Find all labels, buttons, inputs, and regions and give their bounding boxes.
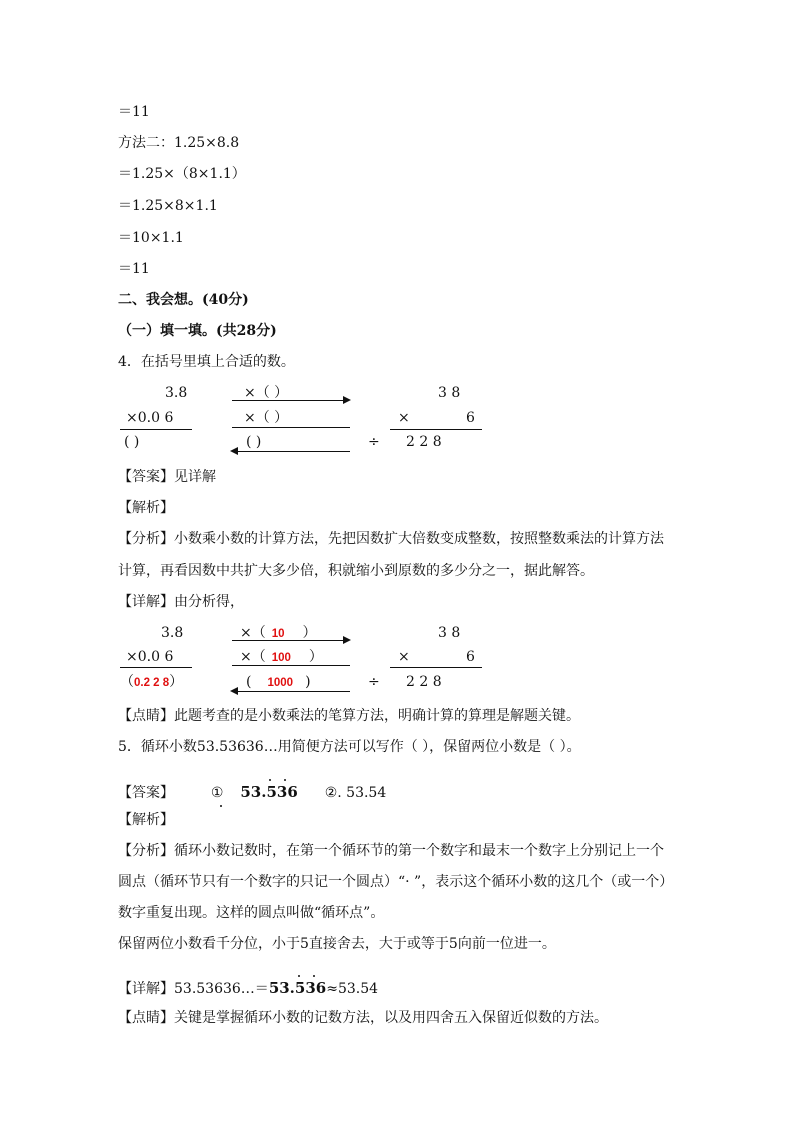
detail-tag: 【详解】 <box>118 981 174 997</box>
q4-analysis-tag: 【解析】 <box>118 500 174 516</box>
calc-line-6: ＝11 <box>118 261 150 277</box>
arrow-right-head-icon <box>343 396 351 404</box>
answer-text: 见详解 <box>174 469 216 485</box>
calc-line-5: ＝10×1.1 <box>118 230 184 246</box>
filled-divide-sign: ÷ <box>368 674 380 690</box>
detail-repeating-decimal: 53.536 <box>269 978 326 998</box>
right-top-number: 3 8 <box>438 385 461 401</box>
detail-tag: 【详解】 <box>118 594 174 610</box>
divide-sign: ÷ <box>368 434 380 450</box>
filled-right-top: 3 8 <box>438 625 461 641</box>
dianjing-tag: 【点睛】 <box>118 1010 174 1026</box>
detail-pre: 53.53636…＝ <box>174 981 269 997</box>
detail-text: 由分析得， <box>174 594 244 610</box>
left-top-number: 3.8 <box>165 385 188 401</box>
q5-rounding-rule: 保留两位小数看千分位，小于5直接舍去，大于或等于5向前一位进一。 <box>118 936 556 952</box>
right-multiply-sign: × <box>398 410 410 426</box>
mid-mid-blank[interactable]: ×（ ） <box>244 410 289 426</box>
fenxi-text-1: 小数乘小数的计算方法，先把因数扩大倍数变成整数，按照整数乘法的计算方法 <box>174 531 664 547</box>
filled-right-product: 2 2 8 <box>406 674 442 690</box>
filled-mid-mid: ×（ 100 ） <box>240 649 323 665</box>
q4-fenxi-2: 计算，再看因数中共扩大多少倍，积就缩小到原数的多少分之一，据此解答。 <box>118 563 594 579</box>
filled-right-multiplier: 6 <box>466 649 475 665</box>
filled-left-multiplier: ×0.0 6 <box>126 649 174 665</box>
fenxi-text-1: 循环小数记数时，在第一个循环节的第一个数字和最末一个数字上分别记上一个 <box>174 843 664 859</box>
q5-fenxi-3: 数字重复出现。这样的圆点叫做“循环点”。 <box>118 905 385 921</box>
filled-mid-top-value: 10 <box>271 628 285 640</box>
q4-fenxi-1 <box>118 529 664 549</box>
filled-right-multiply-sign: × <box>398 649 410 665</box>
arrow-right-line <box>232 400 344 401</box>
subsection-heading: （一）填一填。(共28分) <box>118 323 277 339</box>
arrow-left-line <box>236 451 350 452</box>
repeat-dot-icon <box>269 779 271 781</box>
section-heading: 二、我会想。(40分) <box>118 292 249 308</box>
q5-answer <box>118 782 386 803</box>
filled-arrow-right-head-icon <box>343 636 351 644</box>
calc-line-method2: 方法二：1.25×8.8 <box>118 135 240 151</box>
q5-stem: 5．循环小数53.53636…用简便方法可以写作（ ），保留两位小数是（ ）。 <box>118 739 581 755</box>
q5-detail <box>118 978 378 999</box>
filled-left-value: 0.2 2 8 <box>134 677 170 689</box>
answer-2-value: . 53.54 <box>337 785 387 801</box>
dianjing-text: 关键是掌握循环小数的记数方法，以及用四舍五入保留近似数的方法。 <box>174 1010 608 1026</box>
mid-bottom-blank[interactable]: ( ) <box>246 434 262 450</box>
q5-dianjing <box>118 1008 608 1028</box>
dianjing-text: 此题考查的是小数乘法的笔算方法，明确计算的算理是解题关键。 <box>174 708 580 724</box>
answer-2-marker: ② <box>324 785 338 801</box>
left-result-blank[interactable]: ( ) <box>124 434 140 450</box>
filled-mid-bottom: ( 1000 ) <box>246 674 311 690</box>
fenxi-tag: 【分析】 <box>118 531 174 547</box>
right-multiplier: 6 <box>466 410 475 426</box>
right-rule <box>390 429 482 430</box>
filled-mid-mid-value: 100 <box>271 652 291 664</box>
filled-mid-bottom-value: 1000 <box>267 677 294 689</box>
calc-line-1: ＝11 <box>118 104 150 120</box>
right-product: 2 2 8 <box>406 434 442 450</box>
q5-fenxi-2: 圆点（循环节只有一个数字的只记一个圆点）“· ”，表示这个循环小数的这几个（或一个） <box>118 874 674 890</box>
q4-detail <box>118 592 244 612</box>
q4-answer <box>118 467 216 487</box>
q5-analysis-tag: 【解析】 <box>118 812 174 828</box>
calc-line-4: ＝1.25×8×1.1 <box>118 198 218 214</box>
answer-tag: 【答案】 <box>118 785 174 801</box>
q4-stem: 4．在括号里填上合适的数。 <box>118 354 295 370</box>
answer-1-repeating-decimal: 53.536 <box>240 782 297 802</box>
answer-1-marker: ① <box>210 785 224 801</box>
filled-mid-rule <box>232 665 350 666</box>
filled-left-top: 3.8 <box>161 625 184 641</box>
fenxi-tag: 【分析】 <box>118 843 174 859</box>
dianjing-tag: 【点睛】 <box>118 708 174 724</box>
repeat-dot-icon <box>313 975 315 977</box>
filled-mid-top: ×（ 10 ） <box>240 625 317 641</box>
mid-rule <box>232 427 350 428</box>
filled-right-rule <box>390 667 482 668</box>
mid-top-blank[interactable]: ×（ ） <box>244 385 289 401</box>
filled-arrow-left-line <box>236 691 350 692</box>
stray-dot-icon <box>220 805 222 807</box>
repeat-dot-icon <box>298 975 300 977</box>
calc-line-3: ＝1.25×（8×1.1） <box>118 166 246 182</box>
answer-tag: 【答案】 <box>118 469 174 485</box>
left-rule <box>120 429 192 430</box>
left-multiplier: ×0.0 6 <box>126 410 174 426</box>
repeat-dot-icon <box>284 779 286 781</box>
q5-fenxi-1 <box>118 841 664 861</box>
filled-arrow-right-line <box>232 640 344 641</box>
detail-post: ≈53.54 <box>326 981 379 997</box>
filled-left-result: （0.2 2 8） <box>120 674 184 690</box>
q4-dianjing <box>118 706 580 726</box>
filled-left-rule <box>120 667 192 668</box>
